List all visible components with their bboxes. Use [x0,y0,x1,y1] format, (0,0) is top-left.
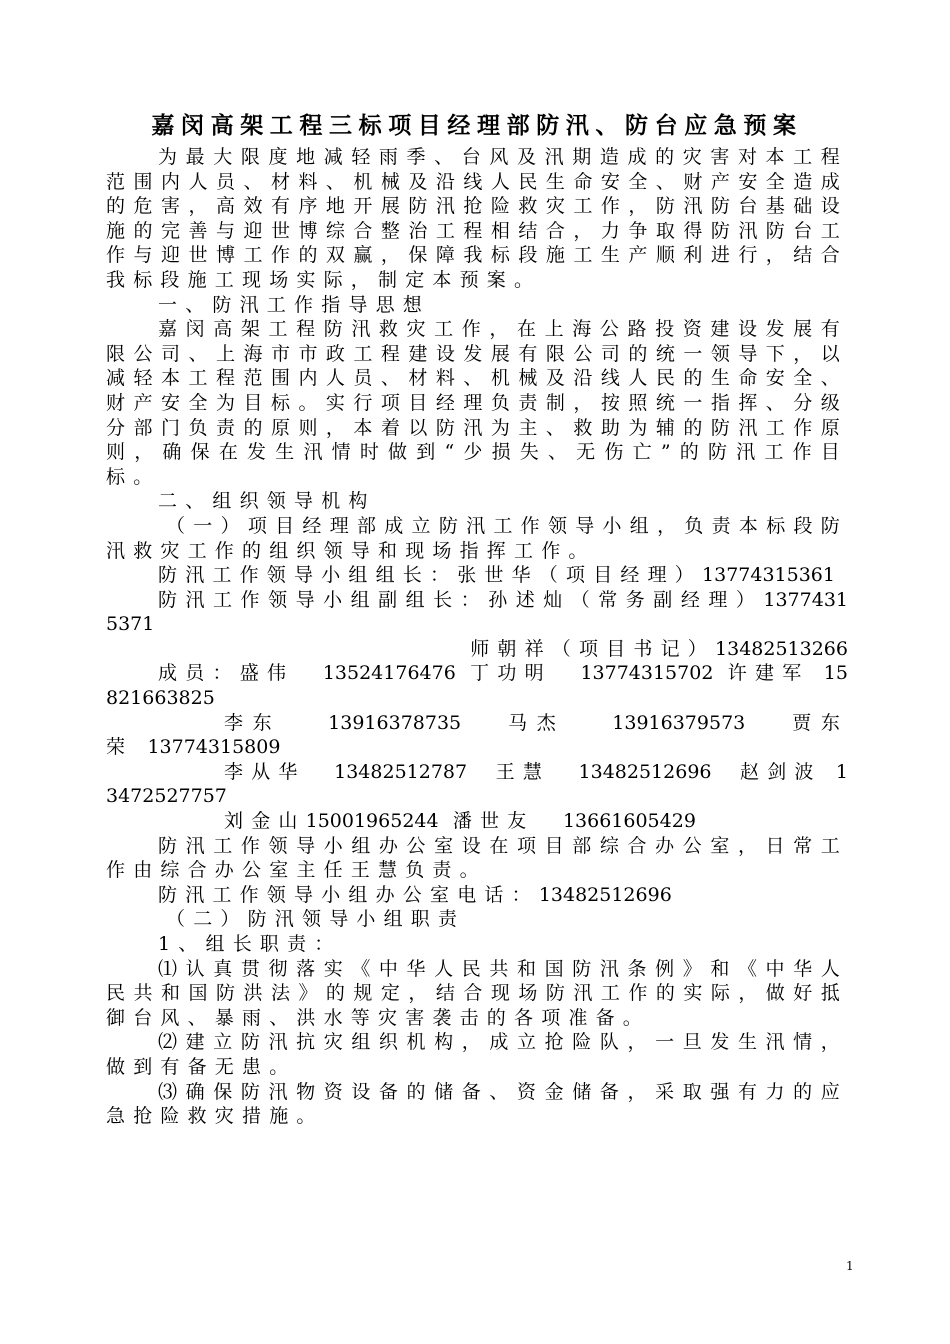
deputy2-line [106,637,848,662]
document-title: 嘉闵高架工程三标项目经理部防汛、防台应急预案 [151,112,803,139]
member-phone: 13482512787 [334,760,468,783]
section1-paragraph: 嘉闵高架工程防汛救灾工作，在上海公路投资建设发展有限公司、上海市市政工程建设发展有限公司的统一领导下，以减轻本工程范围内人员、材料、机械及沿线人民的生命安全、财产安全为目标。实行项目经理负责制，按照统一指挥、分级分部门负责的原则，本着以防汛为主、救助为辅的防汛工作原则，确保在发生汛情时做到“少损失、无伤亡”的防汛工作目标。 [106,318,848,488]
member-name: 赵剑波 [740,760,822,783]
member-name: 潘世友 [452,810,535,833]
office-paragraph: 防汛工作领导小组办公室设在项目部综合办公室，日常工作由综合办公室主任王慧负责。 [106,834,848,882]
duty-item: ⑵建立防汛抗灾组织机构，成立抢险队，一旦发生汛情，做到有备无患。 [106,1031,848,1078]
duty-heading: 1、组长职责： [158,933,342,955]
members-line-3 [106,760,848,809]
member-name: 贾东荣 [106,711,849,759]
member-phone: 15001965244 [305,810,439,833]
member-name: 盛伟 [239,662,295,685]
member-phone: 15821663825 [106,662,848,710]
duty-item: ⑶确保防汛物资设备的储备、资金储备，采取强有力的应急抢险救灾措施。 [106,1080,848,1128]
member-name: 马杰 [508,711,566,734]
page-number: 1 [846,1259,854,1273]
document-body [106,145,848,1129]
leader-phone: 13774315361 [702,564,835,587]
member-phone: 13482512696 [578,760,712,783]
duty-item: ⑴认真贯彻落实《中华人民共和国防汛条例》和《中华人民共和国防洪法》的规定，结合现场防汛工作的实际，做好抵御台风、暴雨、洪水等灾害袭击的各项准备。 [106,957,848,1029]
office-phone-line [106,883,848,908]
member-phone: 13472527757 [106,760,848,808]
section2-heading: 二、组织领导机构 [158,490,376,513]
member-name: 刘金山 [224,810,306,833]
members-line-1 [106,661,848,710]
sub1-paragraph: （一）项目经理部成立防汛工作领导小组，负责本标段防汛救灾工作的组织领导和现场指挥工作。 [106,514,848,562]
member-name: 王慧 [495,760,551,783]
member-name: 许建军 [727,662,810,685]
members-line-2 [106,711,848,760]
member-phone: 13774315809 [147,736,281,759]
member-name: 李从华 [224,760,306,783]
sub2-heading: （二）防汛领导小组职责 [166,908,466,931]
members-label: 成员： [158,662,240,685]
leader-line [106,563,848,588]
leader-label: 防汛工作领导小组组长：张世华（项目经理） [158,564,703,587]
member-name: 李东 [224,711,282,734]
deputy-phone: 13774315371 [106,588,848,636]
members-line-4 [106,809,848,834]
deputy2-phone: 13482513266 [715,637,848,660]
member-phone: 13916379573 [612,711,746,734]
office-phone-label: 防汛工作领导小组办公室电话： [158,883,539,906]
deputy2-label: 师朝祥（项目书记） [470,637,716,660]
member-phone: 13524176476 [322,662,456,685]
member-phone: 13916378735 [328,711,462,734]
office-phone: 13482512696 [538,883,672,906]
deputy-line [106,588,848,637]
section1-heading: 一、防汛工作指导思想 [158,293,431,316]
deputy-label: 防汛工作领导小组副组长：孙述灿（常务副经理） [158,588,764,611]
intro-paragraph: 为最大限度地减轻雨季、台风及汛期造成的灾害对本工程范围内人员、材料、机械及沿线人民生命安全、财产安全造成的危害，高效有序地开展防汛抢险救灾工作，防汛防台基础设施的完善与迎世博综合整治工程相结合，力争取得防汛防台工作与迎世博工作的双赢，保障我标段施工生产顺利进行，结合我标段施工现场实际，制定本预案。 [106,146,848,291]
member-phone: 13774315702 [580,662,714,685]
member-phone: 13661605429 [562,810,696,833]
member-name: 丁功明 [470,662,552,685]
